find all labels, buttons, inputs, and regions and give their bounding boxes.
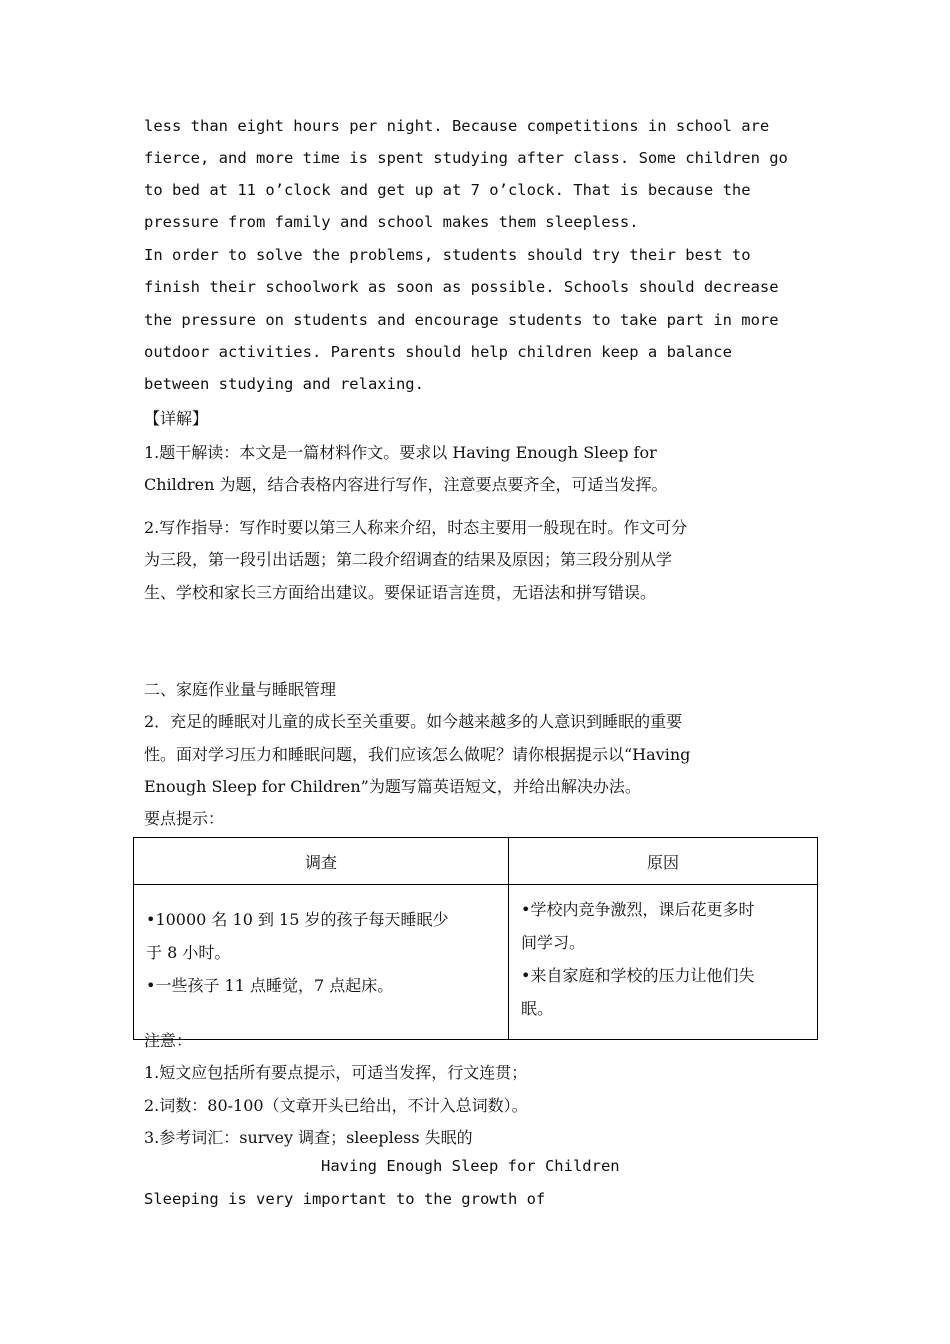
reason-cell [509,885,818,1040]
note-item: 2.词数：80-100（文章开头已给出，不计入总词数）。 [144,1096,528,1115]
notes-label: 注意： [144,1031,193,1050]
reason-line: •来自家庭和学校的压力让他们失 [521,966,755,985]
essay-title: Having Enough Sleep for Children [321,1157,620,1175]
survey-table [133,837,818,1040]
reason-line: 眠。 [521,999,554,1018]
question-line: 性。面对学习压力和睡眠问题，我们应该怎么做呢？请你根据提示以“Having [144,745,691,764]
tips-label: 要点提示： [144,809,225,828]
reason-line: •学校内竞争激烈，课后花更多时 [521,900,755,919]
essay-line: between studying and relaxing. [144,375,424,393]
survey-cell [134,885,509,1040]
table-header-reason: 原因 [509,838,818,885]
essay-line: In order to solve the problems, students should try their best to [144,246,751,264]
note-item: 3.参考词汇：survey 调查；sleepless 失眠的 [144,1128,473,1147]
survey-line: •10000 名 10 到 15 岁的孩子每天睡眠少 [146,910,449,929]
question-line: 2．充足的睡眠对儿童的成长至关重要。如今越来越多的人意识到睡眠的重要 [144,712,683,731]
essay-line: fierce, and more time is spent studying after class. Some children go [144,149,788,167]
explain-p1-line: Children 为题，结合表格内容进行写作，注意要点要齐全，可适当发挥。 [144,475,668,494]
essay-line: less than eight hours per night. Because competitions in school are [144,117,770,135]
explain-p1-line: 1.题干解读：本文是一篇材料作文。要求以 Having Enough Sleep for [144,443,657,462]
question-line: Enough Sleep for Children”为题写篇英语短文，并给出解决办法。 [144,777,641,796]
survey-line: 于 8 小时。 [146,943,231,962]
explain-p2-line: 生、学校和家长三方面给出建议。要保证语言连贯，无语法和拼写错误。 [144,583,657,602]
essay-opening: Sleeping is very important to the growth of [144,1190,546,1208]
essay-line: finish their schoolwork as soon as possible. Schools should decrease [144,278,779,296]
reason-line: 间学习。 [521,933,586,952]
explain-p2-line: 2.写作指导：写作时要以第三人称来介绍，时态主要用一般现在时。作文可分 [144,518,688,537]
table-header-survey: 调查 [134,838,509,885]
section-title: 二、家庭作业量与睡眠管理 [144,680,337,699]
essay-line: to bed at 11 o’clock and get up at 7 o’clock. That is because the [144,181,751,199]
note-item: 1.短文应包括所有要点提示，可适当发挥，行文连贯； [144,1063,528,1082]
explain-p2-line: 为三段，第一段引出话题；第二段介绍调查的结果及原因；第三段分别从学 [144,550,673,569]
essay-line: the pressure on students and encourage students to take part in more [144,311,779,329]
essay-line: outdoor activities. Parents should help children keep a balance [144,343,732,361]
survey-line: •一些孩子 11 点睡觉，7 点起床。 [146,976,394,995]
explain-heading: 【详解】 [144,409,209,428]
essay-line: pressure from family and school makes them sleepless. [144,213,639,231]
